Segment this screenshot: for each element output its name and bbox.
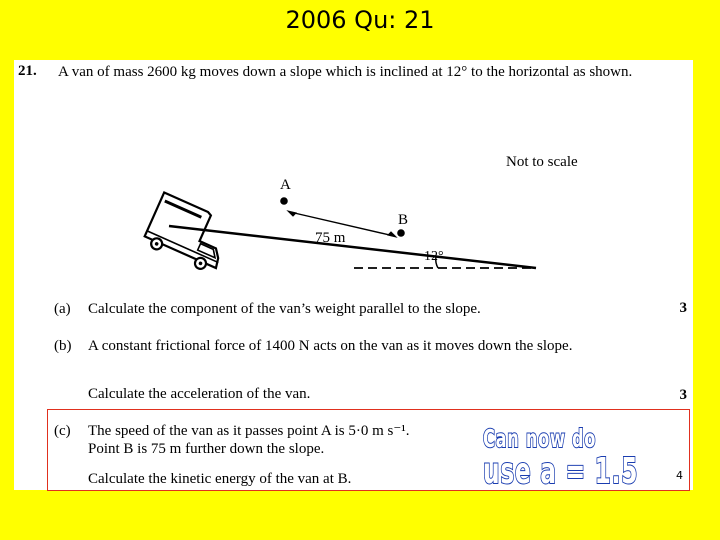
slide-title: 2006 Qu: 21 [285, 6, 435, 34]
part-c-line-2: Point B is 75 m further down the slope. [88, 441, 325, 457]
point-a-label: A [280, 177, 291, 193]
van-icon [142, 192, 236, 274]
distance-label: 75 m [315, 230, 346, 246]
point-b-dot [397, 229, 405, 237]
not-to-scale-label: Not to scale [506, 154, 578, 170]
part-c-line-1: The speed of the van as it passes point A is 5·0 m s⁻¹. [88, 423, 410, 439]
part-b-text: A constant frictional force of 1400 N acts on the van as it moves down the slope. [88, 338, 573, 354]
part-b-text-2: Calculate the acceleration of the van. [88, 386, 311, 402]
part-c-label: (c) [54, 423, 71, 439]
part-b-marks: 3 [679, 387, 687, 403]
annotation-line-2: use a = 1.5 [483, 451, 639, 492]
question-number: 21. [18, 63, 37, 79]
part-a-marks: 3 [679, 300, 687, 316]
part-b-label: (b) [54, 338, 72, 354]
question-text: A van of mass 2600 kg moves down a slope which is inclined at 12° to the horizontal as shown. [58, 64, 633, 80]
page-number: 4 [676, 469, 683, 482]
part-c-line-3: Calculate the kinetic energy of the van at B. [88, 471, 352, 487]
angle-label: 12° [424, 249, 444, 264]
point-b-label: B [398, 212, 409, 228]
part-a-label: (a) [54, 301, 71, 317]
slope-line [169, 226, 536, 268]
part-a-text: Calculate the component of the van’s weight parallel to the slope. [88, 301, 481, 317]
point-a-dot [280, 197, 288, 205]
slope-diagram [14, 60, 693, 290]
annotation-line-1: Can now do [483, 424, 597, 453]
